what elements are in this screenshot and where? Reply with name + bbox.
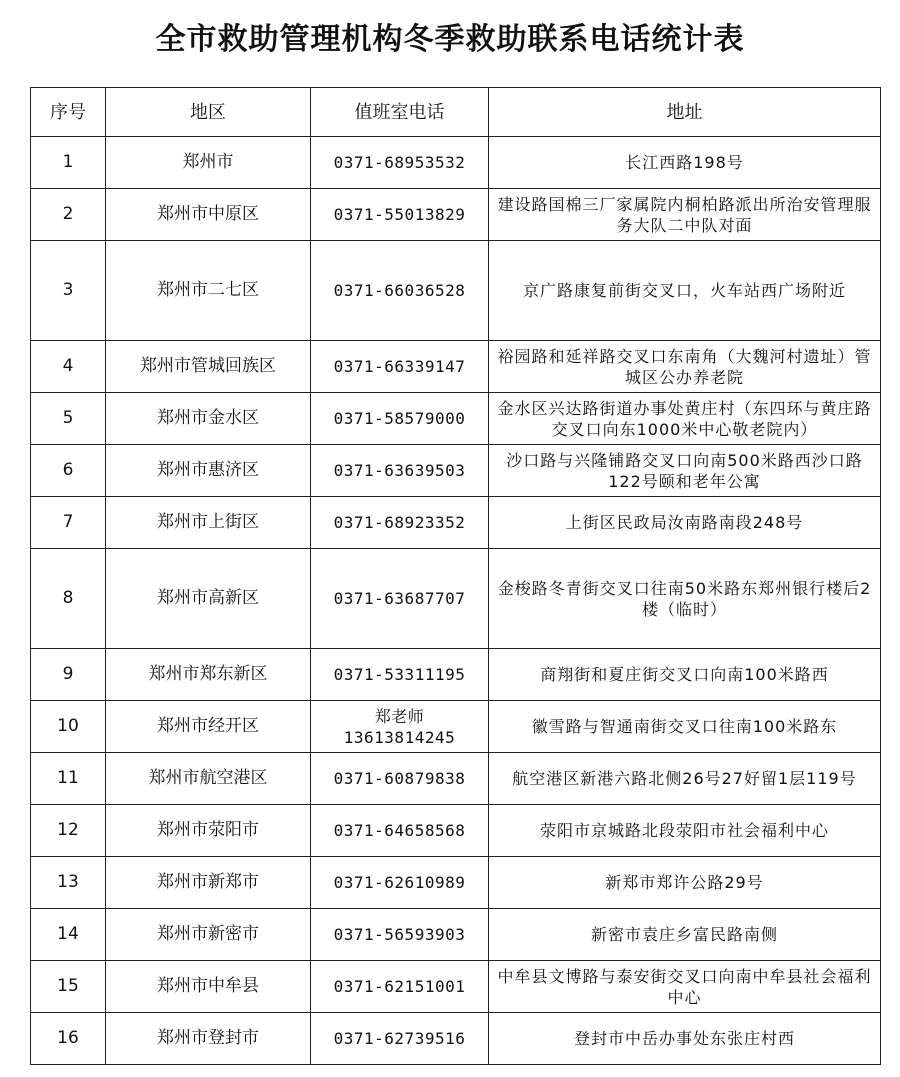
row-address: 新密市袁庄乡富民路南侧 [489, 909, 881, 961]
row-region: 郑州市惠济区 [106, 445, 311, 497]
row-region: 郑州市新密市 [106, 909, 311, 961]
table-row [31, 393, 881, 445]
row-phone: 0371-63639503 [311, 445, 489, 497]
row-region: 郑州市高新区 [106, 549, 311, 649]
row-address: 登封市中岳办事处东张庄村西 [489, 1013, 881, 1065]
row-phone: 0371-68923352 [311, 497, 489, 549]
row-address: 长江西路198号 [489, 137, 881, 189]
row-region: 郑州市中原区 [106, 189, 311, 241]
row-address: 金水区兴达路街道办事处黄庄村（东四环与黄庄路交叉口向东1000米中心敬老院内） [489, 393, 881, 445]
row-index: 4 [31, 341, 106, 393]
table-header-row [31, 88, 881, 137]
row-region: 郑州市新郑市 [106, 857, 311, 909]
row-index: 13 [31, 857, 106, 909]
row-region: 郑州市管城回族区 [106, 341, 311, 393]
row-phone: 0371-60879838 [311, 753, 489, 805]
table-row [31, 805, 881, 857]
row-index: 3 [31, 241, 106, 341]
row-index: 15 [31, 961, 106, 1013]
table-row [31, 961, 881, 1013]
row-phone: 0371-62151001 [311, 961, 489, 1013]
row-index: 8 [31, 549, 106, 649]
table-row [31, 241, 881, 341]
table-row [31, 445, 881, 497]
row-index: 10 [31, 701, 106, 753]
row-address: 裕园路和延祥路交叉口东南角（大魏河村遗址）管城区公办养老院 [489, 341, 881, 393]
row-address: 新郑市郑许公路29号 [489, 857, 881, 909]
row-index: 2 [31, 189, 106, 241]
row-region: 郑州市经开区 [106, 701, 311, 753]
contact-table [30, 87, 881, 1065]
row-address: 中牟县文博路与泰安街交叉口向南中牟县社会福利中心 [489, 961, 881, 1013]
row-index: 9 [31, 649, 106, 701]
row-address: 荥阳市京城路北段荥阳市社会福利中心 [489, 805, 881, 857]
row-phone: 0371-66339147 [311, 341, 489, 393]
header-phone: 值班室电话 [311, 88, 489, 137]
row-address: 航空港区新港六路北侧26号27好留1层119号 [489, 753, 881, 805]
row-region: 郑州市金水区 [106, 393, 311, 445]
row-phone [311, 701, 489, 753]
row-region: 郑州市 [106, 137, 311, 189]
row-address: 徽雪路与智通南街交叉口往南100米路东 [489, 701, 881, 753]
row-address: 商翔街和夏庄街交叉口向南100米路西 [489, 649, 881, 701]
table-row [31, 753, 881, 805]
row-region: 郑州市中牟县 [106, 961, 311, 1013]
row-address: 京广路康复前街交叉口，火车站西广场附近 [489, 241, 881, 341]
row-phone: 0371-62610989 [311, 857, 489, 909]
table-row [31, 189, 881, 241]
table-row [31, 909, 881, 961]
table-row [31, 649, 881, 701]
row-phone: 0371-56593903 [311, 909, 489, 961]
table-row [31, 549, 881, 649]
row-phone-contact: 郑老师 [374, 706, 425, 726]
row-index: 7 [31, 497, 106, 549]
row-address: 上街区民政局汝南路南段248号 [489, 497, 881, 549]
row-region: 郑州市上街区 [106, 497, 311, 549]
row-phone: 0371-64658568 [311, 805, 489, 857]
table-row [31, 857, 881, 909]
row-phone: 0371-63687707 [311, 549, 489, 649]
page-title: 全市救助管理机构冬季救助联系电话统计表 [155, 22, 745, 57]
row-address: 金梭路冬青街交叉口往南50米路东郑州银行楼后2楼（临时） [489, 549, 881, 649]
row-index: 16 [31, 1013, 106, 1065]
table-row [31, 137, 881, 189]
header-index: 序号 [31, 88, 106, 137]
row-region: 郑州市登封市 [106, 1013, 311, 1065]
row-region: 郑州市荥阳市 [106, 805, 311, 857]
table-row [31, 497, 881, 549]
row-index: 11 [31, 753, 106, 805]
header-region: 地区 [106, 88, 311, 137]
row-index: 14 [31, 909, 106, 961]
header-address: 地址 [489, 88, 881, 137]
table-row [31, 341, 881, 393]
row-index: 6 [31, 445, 106, 497]
row-phone: 0371-53311195 [311, 649, 489, 701]
row-region: 郑州市二七区 [106, 241, 311, 341]
row-phone: 0371-66036528 [311, 241, 489, 341]
table-row [31, 701, 881, 753]
row-index: 1 [31, 137, 106, 189]
row-address: 建设路国棉三厂家属院内桐柏路派出所治安管理服务大队二中队对面 [489, 189, 881, 241]
row-address: 沙口路与兴隆铺路交叉口向南500米路西沙口路122号颐和老年公寓 [489, 445, 881, 497]
row-region: 郑州市郑东新区 [106, 649, 311, 701]
row-index: 12 [31, 805, 106, 857]
row-index: 5 [31, 393, 106, 445]
row-phone-number: 13613814245 [343, 727, 456, 747]
row-region: 郑州市航空港区 [106, 753, 311, 805]
row-phone: 0371-68953532 [311, 137, 489, 189]
row-phone: 0371-62739516 [311, 1013, 489, 1065]
row-phone: 0371-55013829 [311, 189, 489, 241]
row-phone: 0371-58579000 [311, 393, 489, 445]
table-row [31, 1013, 881, 1065]
